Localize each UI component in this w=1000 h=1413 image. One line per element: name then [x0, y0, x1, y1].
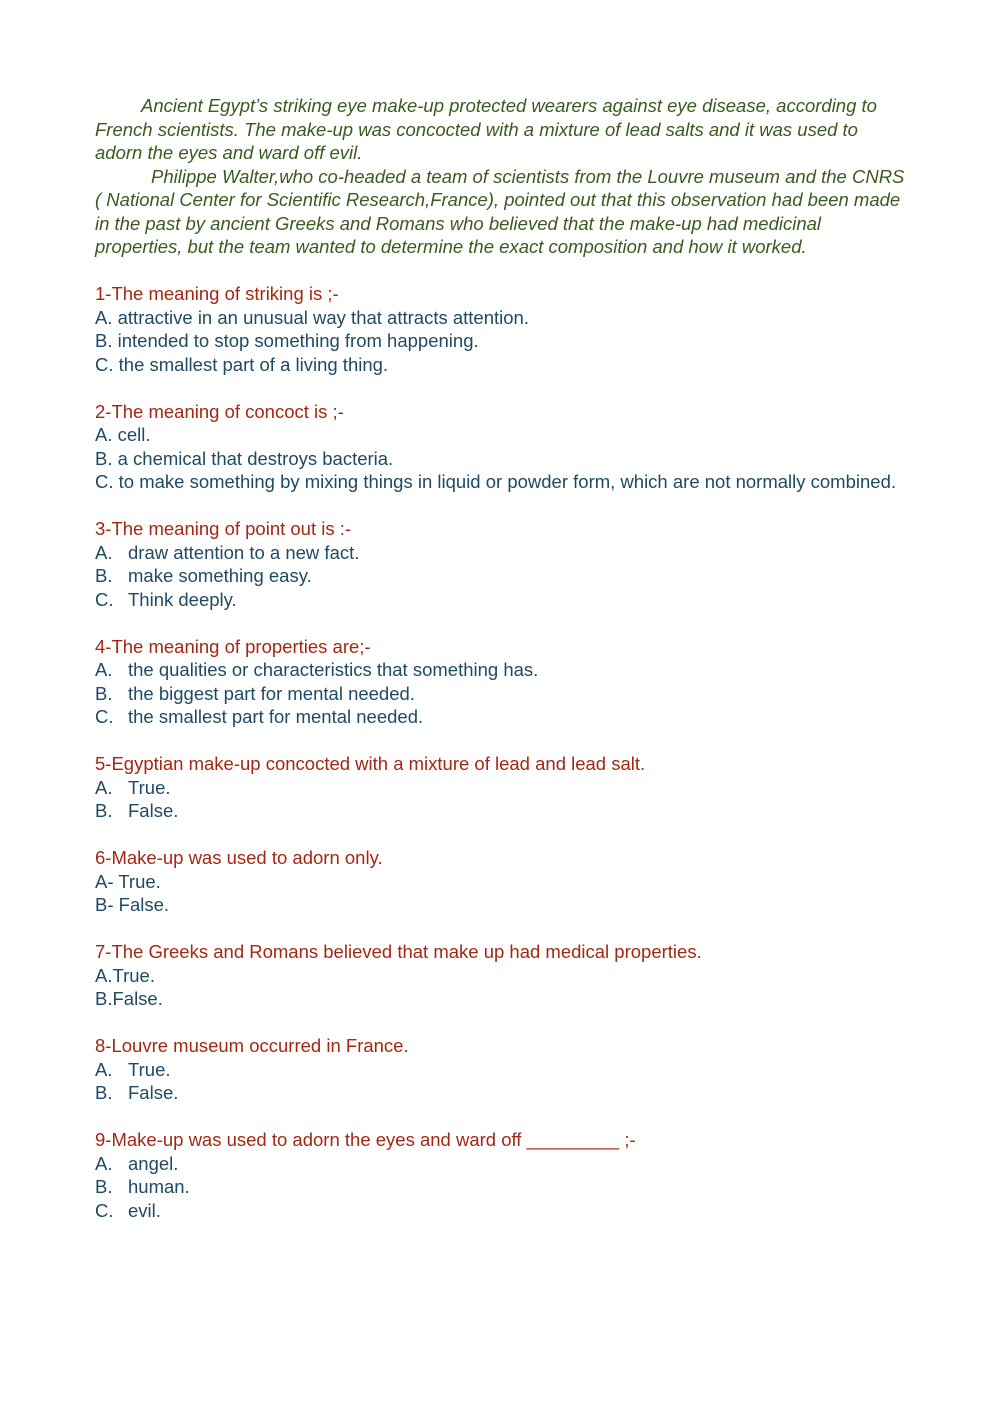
- question-1-option-c[interactable]: [95, 353, 905, 377]
- question-8-options: [95, 1058, 905, 1105]
- question-1: [95, 282, 905, 376]
- question-7-options: [95, 964, 905, 1011]
- option-letter: B.: [95, 447, 113, 469]
- option-letter: A.: [95, 424, 113, 445]
- option-letter: A.: [95, 306, 113, 328]
- option-letter: B.: [95, 1082, 113, 1103]
- option-letter: B.: [95, 1176, 113, 1197]
- question-2-text: 2-The meaning of concoct is ;-: [95, 400, 344, 422]
- worksheet-page: [95, 94, 905, 1222]
- question-4-options: [95, 658, 905, 729]
- question-4: [95, 635, 905, 729]
- question-3-option-a[interactable]: [95, 541, 905, 565]
- option-text: True.: [112, 964, 155, 986]
- question-2-option-a[interactable]: [95, 423, 905, 447]
- option-text: cell.: [117, 424, 151, 445]
- option-text: Think deeply.: [128, 588, 237, 610]
- question-7-option-b[interactable]: [95, 987, 905, 1011]
- option-letter: A.: [95, 541, 113, 563]
- option-letter: A-: [95, 870, 114, 892]
- question-2-options: [95, 423, 905, 494]
- question-3: [95, 517, 905, 611]
- question-3-options: [95, 541, 905, 612]
- option-text: make something easy.: [128, 565, 312, 586]
- passage-paragraph-1: Ancient Egypt’s striking eye make-up protected wearers against eye disease, according to French scientists. The make-up was concocted with a mixture of lead salts and it was used to adorn the eyes and ward off evil.: [95, 95, 877, 163]
- question-4-option-c[interactable]: [95, 705, 905, 729]
- question-4-option-a[interactable]: [95, 658, 905, 682]
- option-letter: C.: [95, 588, 114, 610]
- option-letter: B.: [95, 565, 113, 586]
- option-letter: A.: [95, 776, 113, 798]
- question-3-option-c[interactable]: [95, 588, 905, 612]
- question-6-options: [95, 870, 905, 917]
- question-8: [95, 1034, 905, 1105]
- question-5-text: 5-Egyptian make-up concocted with a mixture of lead and lead salt.: [95, 753, 646, 774]
- option-letter: C.: [95, 706, 114, 727]
- question-9: [95, 1128, 905, 1222]
- question-6-text: 6-Make-up was used to adorn only.: [95, 847, 383, 868]
- question-9-option-a[interactable]: [95, 1152, 905, 1176]
- option-letter: C.: [95, 471, 114, 492]
- question-5: [95, 752, 905, 823]
- option-letter: A.: [95, 964, 113, 986]
- question-7: [95, 940, 905, 1011]
- option-text: False.: [128, 1082, 179, 1103]
- question-6-option-a[interactable]: [95, 870, 905, 894]
- question-1-text: 1-The meaning of striking is ;-: [95, 283, 339, 304]
- question-9-options: [95, 1152, 905, 1223]
- question-9-text: 9-Make-up was used to adorn the eyes and ward off _________ ;-: [95, 1129, 636, 1150]
- option-text: to make something by mixing things in liquid or powder form, which are not normally combined.: [118, 471, 897, 492]
- passage-paragraph-2: Philippe Walter,who co-headed a team of scientists from the Louvre museum and the CNRS ( National Center for Scientific Research,France), pointed out that this observation had been made in the past by ancient Greeks and Romans who believed that the make-up had medicinal properties, but the team wanted to determine the exact composition and how it worked.: [95, 165, 905, 257]
- option-text: the biggest part for mental needed.: [128, 682, 415, 704]
- question-1-options: [95, 306, 905, 377]
- question-3-option-b[interactable]: [95, 564, 905, 588]
- question-6-option-b[interactable]: [95, 893, 905, 917]
- option-text: the qualities or characteristics that something has.: [128, 659, 539, 680]
- question-4-option-b[interactable]: [95, 682, 905, 706]
- option-letter: B.: [95, 988, 113, 1009]
- option-letter: B.: [95, 800, 113, 821]
- option-text: a chemical that destroys bacteria.: [117, 447, 394, 469]
- option-letter: A.: [95, 1152, 113, 1174]
- option-text: False.: [128, 800, 179, 821]
- question-6: [95, 846, 905, 917]
- option-letter: B.: [95, 682, 113, 704]
- option-text: attractive in an unusual way that attracts attention.: [117, 306, 529, 328]
- option-text: the smallest part of a living thing.: [118, 353, 389, 375]
- option-text: draw attention to a new fact.: [128, 541, 360, 563]
- option-text: True.: [118, 870, 161, 892]
- question-8-option-b[interactable]: [95, 1081, 905, 1105]
- reading-passage: [95, 94, 905, 259]
- question-7-text: 7-The Greeks and Romans believed that make up had medical properties.: [95, 941, 702, 962]
- question-8-text: 8-Louvre museum occurred in France.: [95, 1035, 409, 1056]
- question-5-options: [95, 776, 905, 823]
- option-text: False.: [112, 988, 163, 1009]
- option-text: True.: [128, 1058, 171, 1080]
- option-letter: A.: [95, 659, 113, 680]
- option-text: True.: [128, 776, 171, 798]
- question-9-option-b[interactable]: [95, 1175, 905, 1199]
- option-text: human.: [128, 1176, 190, 1197]
- option-text: intended to stop something from happening.: [117, 330, 479, 351]
- question-7-option-a[interactable]: [95, 964, 905, 988]
- option-letter: C.: [95, 1199, 114, 1221]
- question-1-option-b[interactable]: [95, 329, 905, 353]
- question-2-option-c[interactable]: [95, 470, 905, 494]
- question-3-text: 3-The meaning of point out is :-: [95, 518, 352, 539]
- option-letter: B-: [95, 894, 114, 915]
- option-letter: A.: [95, 1058, 113, 1080]
- option-text: False.: [118, 894, 170, 915]
- question-9-option-c[interactable]: [95, 1199, 905, 1223]
- option-text: the smallest part for mental needed.: [128, 706, 424, 727]
- option-text: angel.: [128, 1152, 179, 1174]
- question-5-option-b[interactable]: [95, 799, 905, 823]
- question-1-option-a[interactable]: [95, 306, 905, 330]
- question-2: [95, 400, 905, 494]
- option-letter: C.: [95, 353, 114, 375]
- option-letter: B.: [95, 330, 113, 351]
- question-8-option-a[interactable]: [95, 1058, 905, 1082]
- question-5-option-a[interactable]: [95, 776, 905, 800]
- question-4-text: 4-The meaning of properties are;-: [95, 635, 371, 657]
- question-2-option-b[interactable]: [95, 447, 905, 471]
- option-text: evil.: [128, 1199, 161, 1221]
